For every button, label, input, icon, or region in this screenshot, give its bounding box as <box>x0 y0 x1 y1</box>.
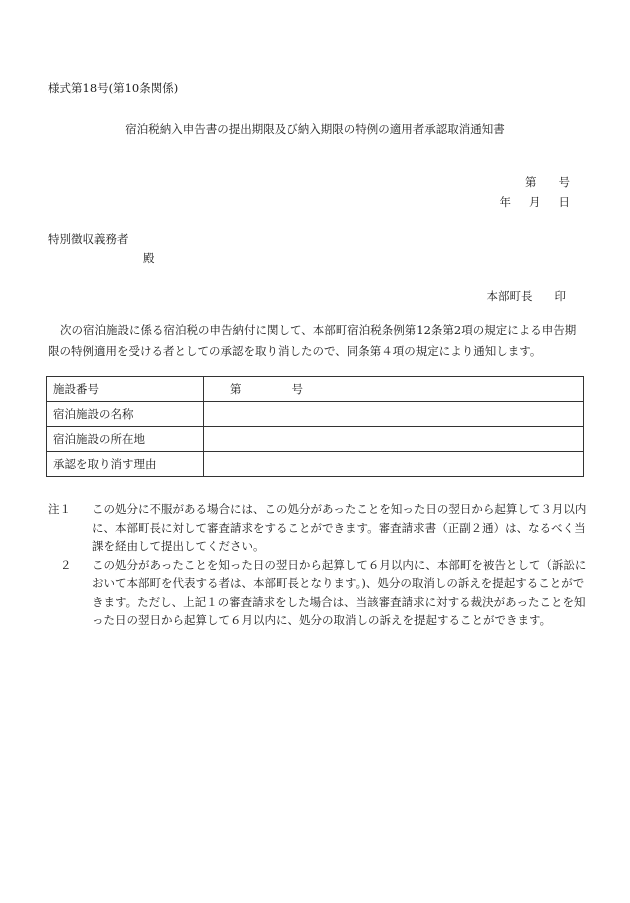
revocation-reason-cell <box>204 452 584 477</box>
document-date <box>500 194 571 211</box>
note-number: １ <box>59 502 71 516</box>
note-text: この処分があったことを知った日の翌日から起算して６月以内に、本部町を被告として（訴訟において本部町を代表する者は、本部町長となります。)、処分の取消しの訴えを提起することができます。ただし、上記１の審査請求をした場合は、当該審査請求に対する裁決があったことを知った日の翌日から起算して６月以内に、処分の取消しの訴えを提起することができます。 <box>92 557 587 627</box>
facility-number-prefix: 第 <box>230 381 242 396</box>
note-item <box>48 556 588 630</box>
date-day: 日 <box>558 195 570 209</box>
row-label: 宿泊施設の名称 <box>47 402 204 427</box>
date-month: 月 <box>529 195 541 209</box>
issuer <box>487 288 567 305</box>
facility-name-cell <box>204 402 584 427</box>
doc-number-suffix: 号 <box>558 175 570 189</box>
doc-number-prefix: 第 <box>525 175 537 189</box>
note-marker <box>48 500 92 556</box>
row-label: 宿泊施設の所在地 <box>47 427 204 452</box>
row-label: 施設番号 <box>47 377 204 402</box>
table-row <box>47 377 584 402</box>
addressee: 特別徴収義務者 <box>48 232 129 246</box>
seal-mark: 印 <box>554 289 566 303</box>
facility-address-cell <box>204 427 584 452</box>
honorific: 殿 <box>143 251 155 265</box>
form-number: 様式第18号(第10条関係) <box>48 81 179 95</box>
table-row <box>47 452 584 477</box>
issuer-name: 本部町長 <box>486 289 533 303</box>
body-text: 次の宿泊施設に係る宿泊税の申告納付に関して、本部町宿泊税条例第12条第2項の規定による申告期限の特例適用を受ける者としての承認を取り消したので、同条第４項の規定により通知します。 <box>48 323 577 358</box>
note-number: ２ <box>60 557 72 572</box>
facility-info-table <box>46 376 584 477</box>
table-row <box>47 402 584 427</box>
note-marker <box>48 556 92 630</box>
row-label: 承認を取り消す理由 <box>47 452 204 477</box>
document-number <box>525 174 570 191</box>
facility-number-cell <box>204 377 584 402</box>
note-item <box>48 500 588 556</box>
facility-number-suffix: 号 <box>291 381 303 396</box>
note-text: この処分に不服がある場合には、この処分があったことを知った日の翌日から起算して３月以内に、本部町長に対して審査請求をすることができます。審査請求書（正副２通）は、なるべく当課を経由して提出してください。 <box>92 502 587 553</box>
document-title: 宿泊税納入申告書の提出期限及び納入期限の特例の適用者承認取消通知書 <box>125 122 505 136</box>
table-row <box>47 427 584 452</box>
notes-section <box>48 500 588 630</box>
notes-title: 注 <box>48 502 60 516</box>
date-year: 年 <box>499 195 511 209</box>
